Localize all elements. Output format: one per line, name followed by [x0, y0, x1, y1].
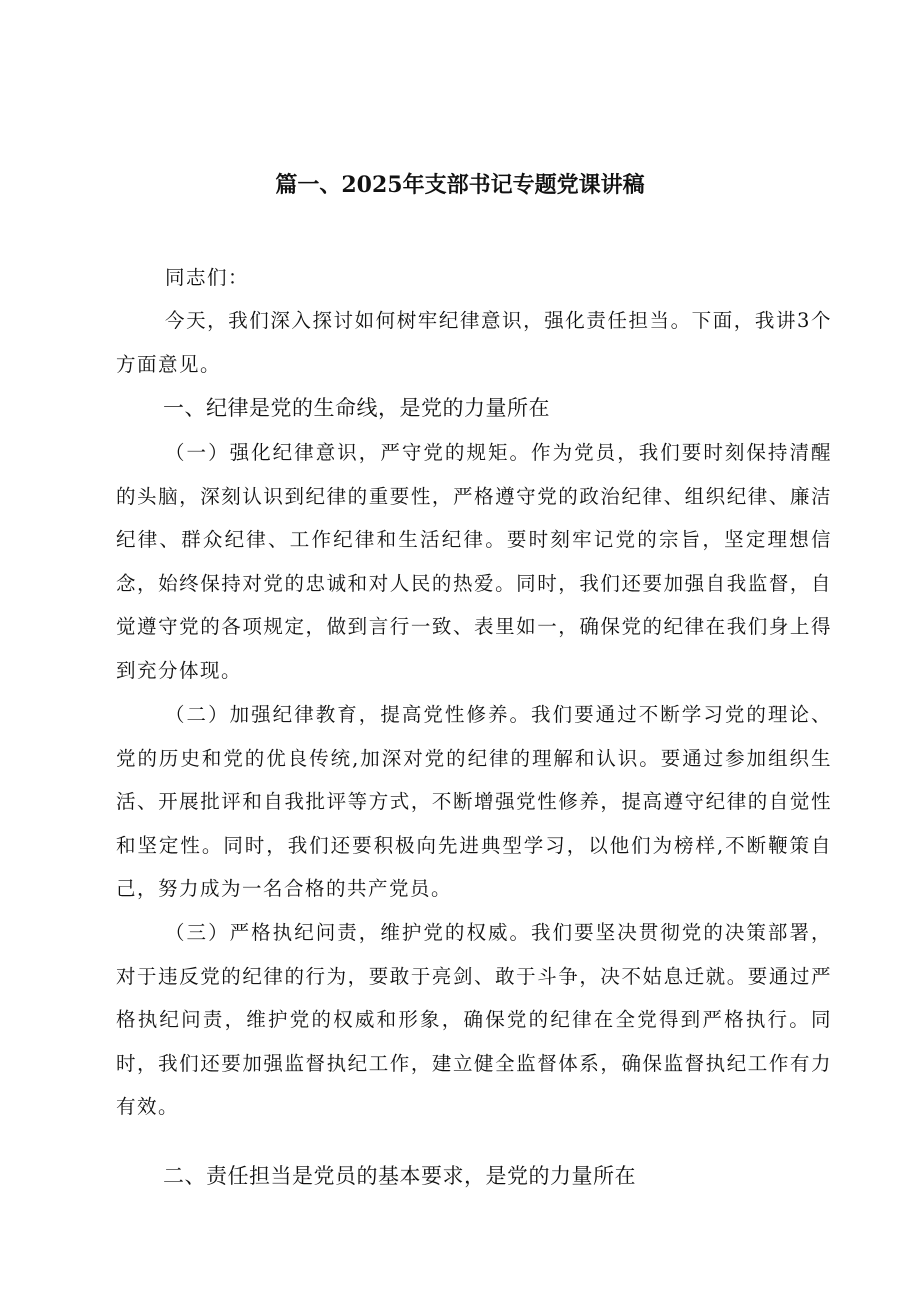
document-title: 篇一、2025年支部书记专题党课讲稿	[275, 172, 645, 198]
paragraph-3: （三）严格执纪问责，维护党的权威。我们要坚决贯彻党的决策部署，对于违反党的纪律的行为，要敢于亮剑、敢于斗争，决不姑息迁就。要通过严格执纪问责，维护党的权威和形象，确保党的纪律在全党得到严格执行。同时，我们还要加强监督执纪工作，建立健全监督体系，确保监督执纪工作有力有效。	[116, 921, 832, 1118]
paragraph-1: （一）强化纪律意识，严守党的规矩。作为党员，我们要时刻保持清醒的头脑，深刻认识到纪律的重要性，严格遵守党的政治纪律、组织纪律、廉洁纪律、群众纪律、工作纪律和生活纪律。要时刻牢记党的宗旨，坚定理想信念，始终保持对党的忠诚和对人民的热爱。同时，我们还要加强自我监督，自觉遵守党的各项规定，做到言行一致、表里如一，确保党的纪律在我们身上得到充分体现。	[116, 441, 832, 682]
paragraph-2: （二）加强纪律教育，提高党性修养。我们要通过不断学习党的理论、党的历史和党的优良传统,加深对党的纪律的理解和认识。要通过参加组织生活、开展批评和自我批评等方式，不断增强党性修养，提高遵守纪律的自觉性和坚定性。同时，我们还要积极向先进典型学习，以他们为榜样,不断鞭策自己，努力成为一名合格的共产党员。	[116, 703, 832, 900]
intro-paragraph: 今天，我们深入探讨如何树牢纪律意识，强化责任担当。下面，我讲3个方面意见。	[116, 309, 832, 376]
salutation: 同志们：	[165, 266, 250, 289]
section-heading-2: 二、责任担当是党员的基本要求，是党的力量所在	[163, 1164, 636, 1188]
section-heading-1: 一、纪律是党的生命线，是党的力量所在	[163, 396, 550, 420]
